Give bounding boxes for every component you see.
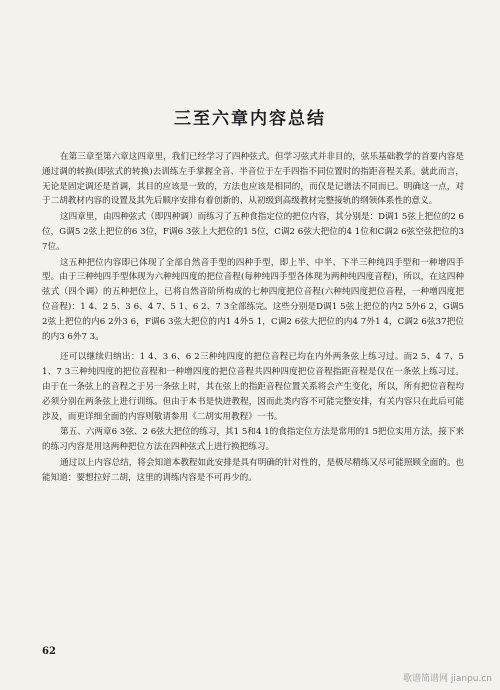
paragraph-3: 这五种把位内容即已体现了全部自然音手型的四种手型，即上半、中半、下半三种纯四手型和一种增四手型。由于三种纯四手型体现为六种纯四度的把位音程(每种纯四手型各体现为两种纯四度音程)，所以，在这四种弦式（四个调）的五种把位上，已将自然音阶所构成的七种四度把位音程(六种纯四度把位音程，一种增四度把位音程)：1 4、2 5、3 6、4 7、5 1、6 2、7 3全部练完。这些分别是D调1 5弦上把位的内2 5外6 2，G调5 2弦上把位的内6 2外3 6，F调6 3弦大把位的内1 4外5 1，C调2 6弦大把位的内4 7外1 4，C调2 6弦37把位的内3 6外7 3。	[42, 257, 464, 342]
paragraph-2: 这四章里，由四种弦式（即四种调）而练习了五种食指定位的把位内容，其分别是：D调1 5弦上把位的2 6位，G调5 2弦上把位的6 3位，F调6 3弦上大把位的1 5位，C调2 6弦大把位的4 1位和C调2 6弦空弦把位的3 7位。	[42, 212, 464, 252]
watermark: 歌谱简谱网 jianpu.cn	[402, 674, 492, 684]
page-number: 62	[42, 646, 56, 657]
paragraph-1: 在第三章至第六章这四章里，我们已经学习了四种弦式。但学习弦式并非目的，弦乐基础教学的首要内容是通过调的转换(即弦式的转换)去训练左手掌握全音、半音位于左手四指不同位置时的指距音程关系。就此而言，无论是固定调还是首调，其目的应该是一致的，方法也应该是相同的，而仅是记谱法不同而已。明确这一点，对于二胡教材内容的设置及其先后顺序安排有着创新的、从初级到高级教材完整接轨的纲领体系性的意义。	[42, 152, 464, 207]
body-text	[42, 150, 464, 487]
paragraph-6: 通过以上内容总结，将会知道本教程如此安排是具有明确的针对性的，是极尽精练又尽可能照顾全面的。也能知道：要想拉好二胡，这里的训练内容是不可再少的。	[42, 457, 464, 483]
paragraph-4: 还可以继续归纳出：1 4、3 6、6 2三种纯四度的把位音程已均在内外两条弦上练习过。而2 5、4 7、5 1、7 3三种纯四度的把位音程和一种增四度的把位音程共四种四度把位音程指距音程是仅在一条弦上练习过。由于在一条弦上的音程之于另一条弦上时，其在弦上的指距音程位置关系将会产生变化，所以，所有把位音程均必须分别在两条弦上进行训练。但由于本书是快进教程，因而此类内容不可能完整安排，有关内容只在此后可能涉及，而更详细全面的内容则敬请参用《二胡实用教程》一书。	[42, 352, 464, 422]
paragraph-5: 第五、六两章6 3弦、2 6弦大把位的练习，其1 5和4 1的食指定位方法是常用的1 5把位实用方法，接下来的练习内容是用这两种把位方法在四种弦式上进行换把练习。	[42, 427, 464, 453]
page-title: 三至六章内容总结	[174, 109, 326, 129]
